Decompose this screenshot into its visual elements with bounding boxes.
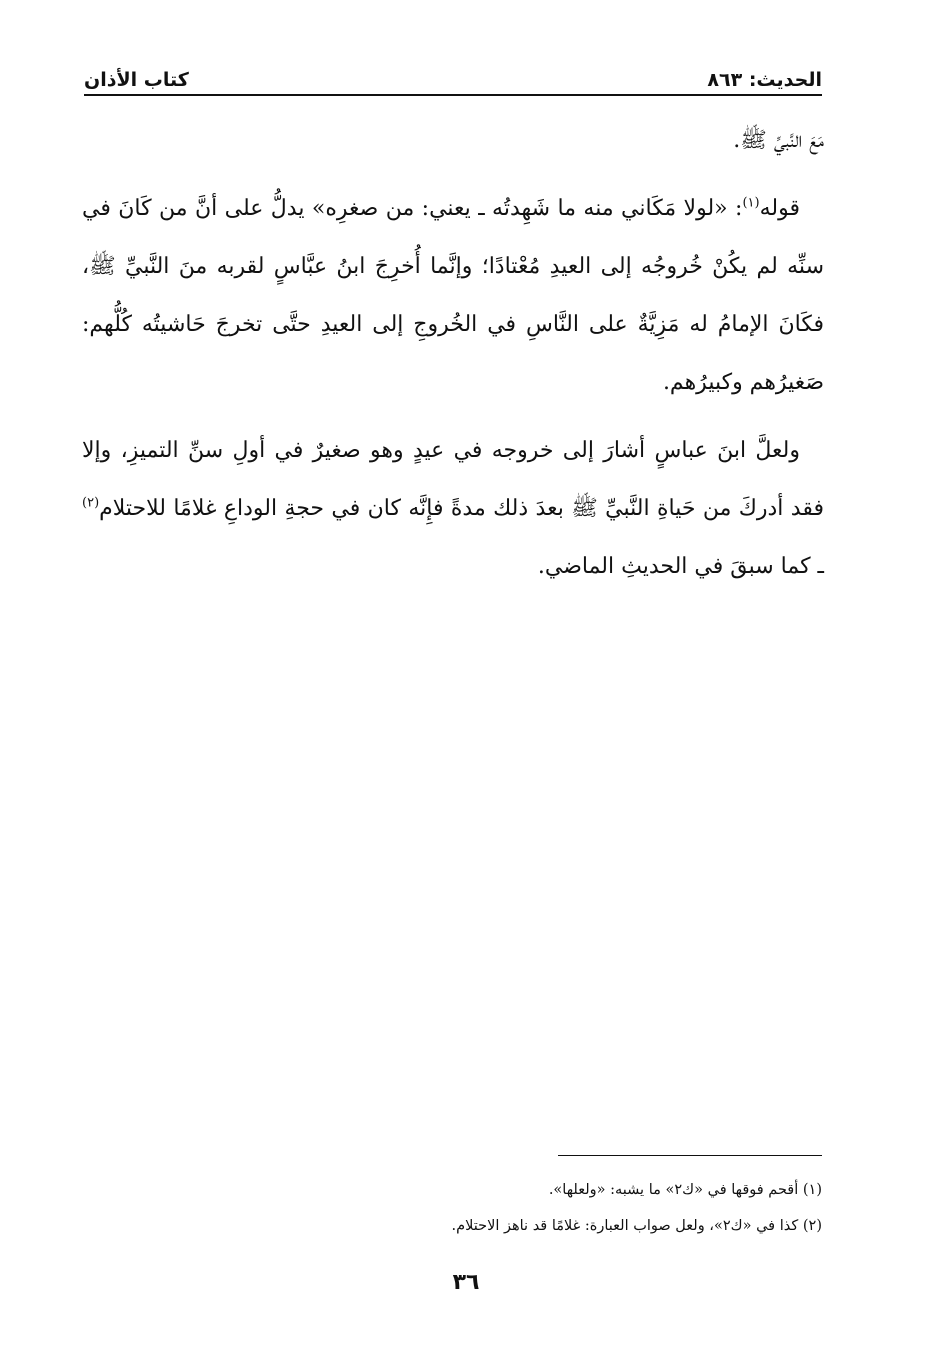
paragraph-1-text: : «لولا مَكَاني منه ما شَهِدتُه ـ يعني: من صغرِه» يدلُّ على أنَّ من كَانَ في سنِّه لم يكُنْ خُروجُه إلى العيدِ مُعْتادًا؛ وإنَّما أُخرِجَ ابنُ عبَّاسٍ لقربه منَ النَّبيِّ ﷺ، فكَانَ الإمامُ له مَزِيَّةٌ على النَّاسِ في الخُروجِ إلى العيدِ حتَّى تخرجَ حَاشيتُه كُلُّهم: صَغيرُهم وكبيرُهم. xyxy=(82,196,824,395)
paragraph-2 xyxy=(82,422,824,596)
paragraph-2-text: ولعلَّ ابنَ عباسٍ أشارَ إلى خروجه في عيدٍ وهو صغيرٌ في أولِ سنِّ التميزِ، وإلا فقد أدركَ من حَياةِ النَّبيِّ ﷺ بعدَ ذلك مدةً فإِنَّه كان في حجةِ الوداعِ غلامًا للاحتلام xyxy=(82,438,824,521)
book-title: كتاب الأذان xyxy=(84,69,189,91)
continuation-line: مَعَ النَّبيِّ ﷺ. xyxy=(733,128,824,153)
page-header xyxy=(84,58,822,96)
footnote-2: (٢) كذا في «ك٢»، ولعل صواب العبارة: غلامًا قد ناهز الاحتلام. xyxy=(451,1218,822,1234)
footnote-1: (١) أقحم فوقها في «ك٢» ما يشبه: «ولعلها». xyxy=(548,1182,822,1198)
page-number: ٣٦ xyxy=(452,1270,480,1295)
footnotes xyxy=(82,1172,822,1244)
footnote-divider xyxy=(558,1155,822,1156)
footnote-ref-1: (١) xyxy=(742,195,760,211)
footnote-ref-2: (٢) xyxy=(82,495,100,511)
hadith-number: الحديث: ٨٦٣ xyxy=(707,69,822,91)
paragraph-2-end: ـ كما سبقَ في الحديثِ الماضي. xyxy=(537,554,824,579)
paragraph-1 xyxy=(82,180,824,412)
paragraph-1-start: قوله xyxy=(759,196,800,221)
main-text xyxy=(82,112,824,606)
